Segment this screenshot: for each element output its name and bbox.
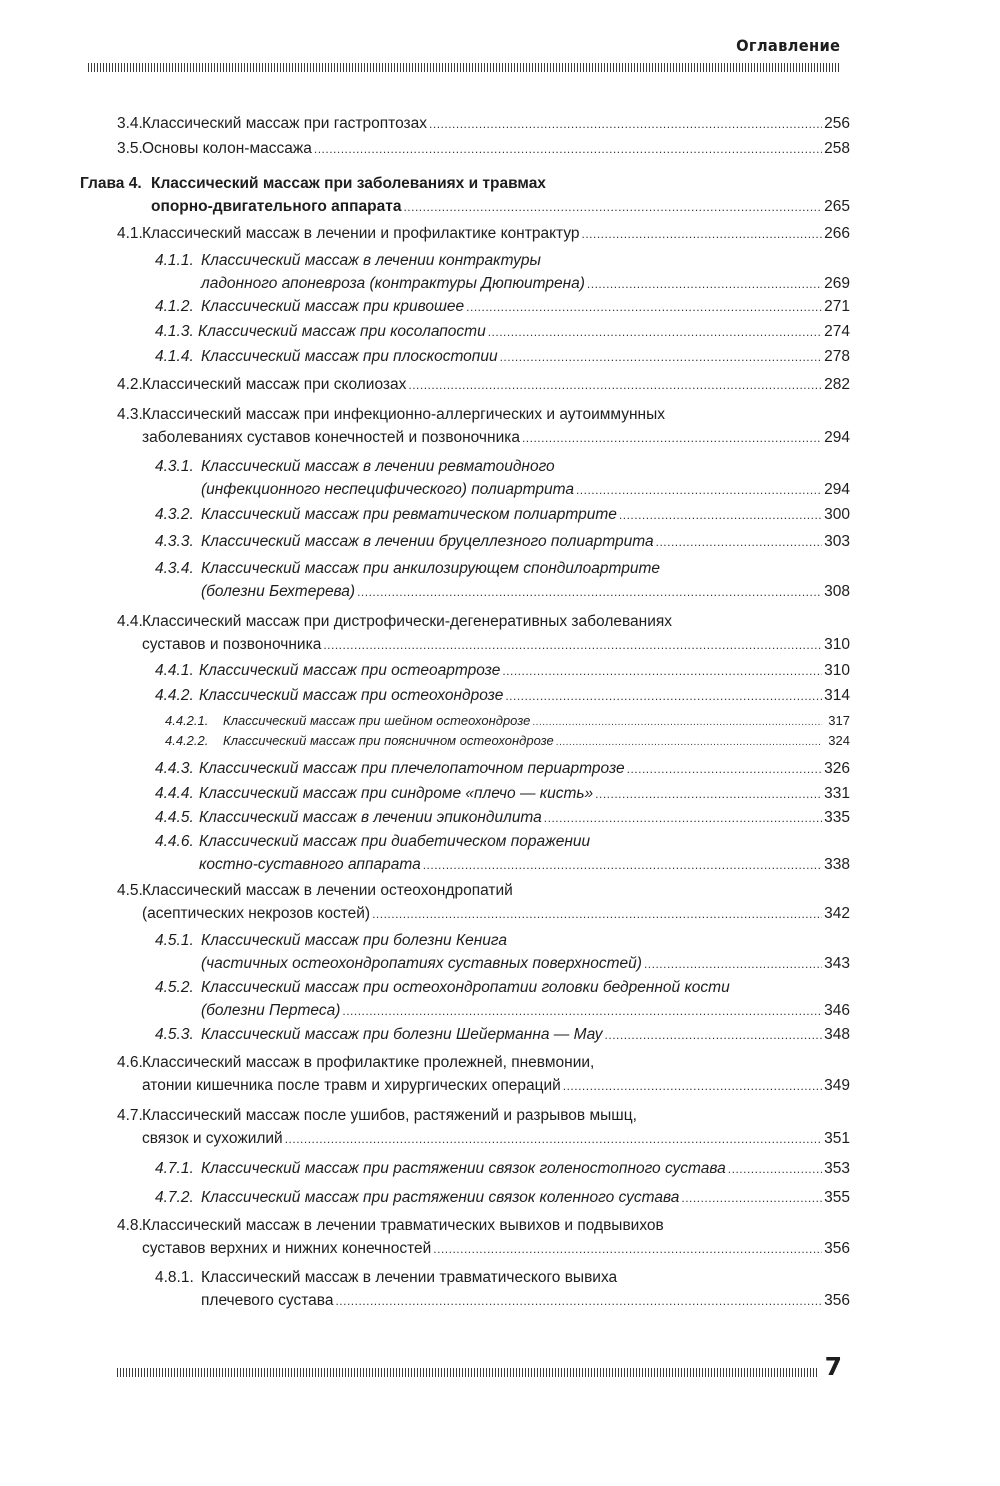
- toc-entry[interactable]: [155, 1157, 850, 1181]
- toc-entry[interactable]: [165, 712, 850, 731]
- toc-entry-page: 314: [824, 687, 850, 704]
- toc-entry-title: (асептических некрозов костей): [142, 905, 371, 922]
- toc-entry-page: 303: [824, 533, 850, 550]
- toc-entry-page: 348: [824, 1026, 850, 1043]
- toc-entry-title: Классический массаж при плоскостопии: [201, 348, 498, 365]
- dot-leader: [433, 1238, 822, 1261]
- dot-leader: [342, 1000, 822, 1023]
- dot-leader: [505, 685, 822, 708]
- toc-entry[interactable]: [155, 503, 850, 527]
- toc-entry-number: 4.5.1.: [155, 932, 194, 949]
- toc-entry-number: 4.1.2.: [155, 298, 194, 315]
- toc-entry-title: костно-суставного аппарата: [199, 856, 421, 873]
- toc-entry-title: Классический массаж при болезни Шейерманна — Мау: [201, 1026, 603, 1043]
- dot-leader: [502, 660, 822, 683]
- running-header-title: Оглавление: [735, 36, 840, 55]
- toc-entry-number: 4.3.2.: [155, 506, 194, 523]
- toc-entry-title: Классический массаж при гастроптозах: [142, 115, 428, 132]
- toc-entry-page: 356: [824, 1292, 850, 1309]
- toc-entry-page: 308: [824, 583, 850, 600]
- dot-leader: [619, 504, 822, 527]
- toc-entry-title: Классический массаж при косолапости: [198, 323, 486, 340]
- toc-entry-title: (инфекционного неспецифического) полиартрита: [201, 481, 574, 498]
- toc-entry-number: 4.6.: [117, 1054, 143, 1071]
- toc-entry-page: 274: [824, 323, 850, 340]
- toc-entry-title: Классический массаж при ревматическом полиартрите: [201, 506, 617, 523]
- toc-entry-number: 3.5.: [117, 140, 143, 157]
- toc-entry-page: 346: [824, 1002, 850, 1019]
- toc-entry[interactable]: [155, 1266, 850, 1313]
- toc-entry[interactable]: [155, 249, 850, 296]
- page-number: 7: [824, 1352, 842, 1381]
- toc-entry[interactable]: [155, 929, 850, 976]
- toc-entry-title: (частичных остеохондропатиях суставных поверхностей): [201, 955, 642, 972]
- toc-entry[interactable]: [155, 684, 850, 708]
- toc-entry[interactable]: [117, 403, 850, 450]
- toc-entry[interactable]: [155, 455, 850, 502]
- toc-entry[interactable]: [165, 732, 850, 751]
- toc-entry-title: Классический массаж при болезни Кенига: [201, 932, 507, 949]
- toc-entry-page: 271: [824, 298, 850, 315]
- toc-entry-number: 4.3.: [117, 406, 143, 423]
- toc-entry-number: 4.3.1.: [155, 458, 194, 475]
- dot-leader: [408, 374, 822, 397]
- toc-entry-number: 4.7.: [117, 1107, 143, 1124]
- dot-leader: [285, 1128, 822, 1151]
- toc-entry-page: 266: [824, 225, 850, 242]
- toc-entry-number: 3.4.: [117, 115, 143, 132]
- toc-entry-title: Классический массаж при плечелопаточном периартрозе: [199, 760, 625, 777]
- toc-entry-title: (болезни Бехтерева): [201, 583, 356, 600]
- toc-entry-number: 4.4.: [117, 613, 143, 630]
- dot-leader: [532, 714, 822, 731]
- toc-entry-page: 356: [824, 1240, 850, 1257]
- toc-entry-page: 349: [824, 1077, 850, 1094]
- header-decorative-rule: [88, 63, 840, 72]
- toc-entry[interactable]: [117, 373, 850, 397]
- toc-entry-title: Классический массаж в профилактике пролежней, пневмонии,: [142, 1054, 595, 1071]
- dot-leader: [403, 196, 822, 219]
- dot-leader: [587, 273, 822, 296]
- toc-entry[interactable]: [155, 782, 850, 806]
- toc-entry-title: Основы колон-массажа: [142, 140, 312, 157]
- toc-entry-title: Классический массаж в лечении и профилактике контрактур: [142, 225, 580, 242]
- dot-leader: [372, 903, 822, 926]
- toc-entry-title: опорно-двигательного аппарата: [151, 198, 402, 215]
- toc-entry[interactable]: [155, 530, 850, 554]
- toc-entry-title: Классический массаж при остеохондропатии головки бедренной кости: [201, 979, 730, 996]
- toc-entry-title: Классический массаж в лечении эпикондилита: [199, 809, 542, 826]
- toc-entry-title: связок и сухожилий: [142, 1130, 283, 1147]
- toc-entry-title: ладонного апоневроза (контрактуры Дюпюитрена): [201, 275, 585, 292]
- toc-entry-title: заболеваниях суставов конечностей и позвоночника: [142, 429, 520, 446]
- toc-entry-number: 4.1.: [117, 225, 143, 242]
- dot-leader: [314, 138, 822, 161]
- toc-entry[interactable]: [80, 172, 850, 219]
- toc-entry-title: Классический массаж при растяжении связок коленного сустава: [201, 1189, 680, 1206]
- toc-entry-title: Классический массаж при кривошее: [201, 298, 465, 315]
- toc-entry-title: Классический массаж в лечении ревматоидного: [201, 458, 555, 475]
- dot-leader: [605, 1024, 822, 1047]
- toc-entry-number: 4.2.: [117, 376, 143, 393]
- toc-entry[interactable]: [117, 1104, 850, 1151]
- toc-entry-title: Классический массаж в лечении остеохондропатий: [142, 882, 513, 899]
- toc-entry-title: Классический массаж в лечении бруцеллезного полиартрита: [201, 533, 654, 550]
- toc-entry[interactable]: [117, 222, 850, 246]
- toc-entry-title: Классический массаж в лечении контрактуры: [201, 252, 541, 269]
- dot-leader: [563, 1075, 822, 1098]
- toc-entry-number: 4.4.2.1.: [165, 713, 209, 728]
- toc-entry[interactable]: [117, 137, 850, 161]
- dot-leader: [357, 581, 822, 604]
- toc-entry-title: Классический массаж после ушибов, растяжений и разрывов мышц,: [142, 1107, 637, 1124]
- toc-entry[interactable]: [117, 1051, 850, 1098]
- toc-entry-page: 353: [824, 1160, 850, 1177]
- toc-entry-page: 269: [824, 275, 850, 292]
- dot-leader: [556, 734, 822, 751]
- toc-entry-number: 4.4.5.: [155, 809, 194, 826]
- footer-decorative-rule: [117, 1368, 817, 1377]
- toc-entry-number: 4.5.2.: [155, 979, 194, 996]
- toc-entry-number: 4.7.2.: [155, 1189, 194, 1206]
- dot-leader: [627, 758, 822, 781]
- toc-entry-page: 335: [824, 809, 850, 826]
- toc-entry[interactable]: [155, 320, 850, 344]
- toc-entry-title: Классический массаж при дистрофически-дегенеративных заболеваниях: [142, 613, 673, 630]
- toc-entry[interactable]: [117, 1214, 850, 1261]
- toc-entry-page: 317: [828, 713, 850, 728]
- toc-entry-number: 4.4.6.: [155, 833, 194, 850]
- toc-entry[interactable]: [155, 1186, 850, 1210]
- toc-entry-page: 294: [824, 429, 850, 446]
- toc-entry-number: 4.4.2.: [155, 687, 194, 704]
- toc-entry-title: атонии кишечника после травм и хирургических операций: [142, 1077, 561, 1094]
- dot-leader: [335, 1290, 822, 1313]
- toc-entry-page: 310: [824, 636, 850, 653]
- toc-entry-title: Классический массаж при остеохондрозе: [199, 687, 504, 704]
- toc-entry-title: Классический массаж в лечении травматического вывиха: [201, 1269, 618, 1286]
- toc-entry-number: 4.1.1.: [155, 252, 194, 269]
- toc-entry[interactable]: [155, 345, 850, 369]
- toc-entry[interactable]: [155, 806, 850, 830]
- dot-leader: [423, 854, 822, 877]
- dot-leader: [595, 783, 822, 806]
- toc-entry-number: 4.5.3.: [155, 1026, 194, 1043]
- toc-entry-number: 4.4.3.: [155, 760, 194, 777]
- toc-entry-page: 343: [824, 955, 850, 972]
- toc-entry-page: 326: [824, 760, 850, 777]
- dot-leader: [466, 296, 822, 319]
- toc-entry-page: 351: [824, 1130, 850, 1147]
- dot-leader: [500, 346, 822, 369]
- toc-entry-title: Классический массаж при инфекционно-аллергических и аутоиммунных: [142, 406, 665, 423]
- toc-entry-title: Классический массаж при поясничном остеохондрозе: [223, 733, 554, 748]
- dot-leader: [656, 531, 822, 554]
- toc-entry[interactable]: [155, 1023, 850, 1047]
- toc-entry-page: 282: [824, 376, 850, 393]
- toc-entry-number: 4.5.: [117, 882, 143, 899]
- dot-leader: [582, 223, 822, 246]
- toc-entry[interactable]: [155, 557, 850, 604]
- toc-entry-page: 355: [824, 1189, 850, 1206]
- toc-entry-title: Классический массаж при растяжении связок голеностопного сустава: [201, 1160, 726, 1177]
- toc-entry-page: 324: [828, 733, 850, 748]
- toc-entry-number: 4.7.1.: [155, 1160, 194, 1177]
- toc-entry-title: Классический массаж в лечении травматических вывихов и подвывихов: [142, 1217, 664, 1234]
- toc-entry-number: 4.3.4.: [155, 560, 194, 577]
- toc-entry-number: Глава 4.: [80, 175, 142, 192]
- toc-entry[interactable]: [155, 295, 850, 319]
- dot-leader: [681, 1187, 822, 1210]
- toc-entry[interactable]: [155, 757, 850, 781]
- toc-entry-title: Классический массаж при синдроме «плечо — кисть»: [199, 785, 594, 802]
- toc-entry-page: 256: [824, 115, 850, 132]
- toc-entry-page: 294: [824, 481, 850, 498]
- toc-entry[interactable]: [117, 610, 850, 657]
- toc-entry-page: 278: [824, 348, 850, 365]
- toc-entry[interactable]: [117, 879, 850, 926]
- toc-entry-title: суставов верхних и нижних конечностей: [142, 1240, 432, 1257]
- toc-entry[interactable]: [117, 112, 850, 136]
- toc-entry-page: 265: [824, 198, 850, 215]
- toc-entry-title: Классический массаж при заболеваниях и травмах: [151, 175, 546, 192]
- dot-leader: [544, 807, 822, 830]
- dot-leader: [429, 113, 822, 136]
- dot-leader: [323, 634, 822, 657]
- dot-leader: [576, 479, 822, 502]
- toc-entry-number: 4.1.4.: [155, 348, 194, 365]
- toc-entry-page: 331: [824, 785, 850, 802]
- toc-entry-title: Классический массаж при остеоартрозе: [199, 662, 501, 679]
- dot-leader: [644, 953, 822, 976]
- toc-entry-title: суставов и позвоночника: [142, 636, 322, 653]
- toc-entry-number: 4.1.3.: [155, 323, 194, 340]
- toc-entry[interactable]: [155, 976, 850, 1023]
- dot-leader: [728, 1158, 822, 1181]
- toc-entry-title: (болезни Пертеса): [201, 1002, 341, 1019]
- dot-leader: [522, 427, 822, 450]
- toc-entry[interactable]: [155, 830, 850, 877]
- toc-entry-title: Классический массаж при диабетическом поражении: [199, 833, 591, 850]
- toc-entry-page: 258: [824, 140, 850, 157]
- toc-entry-number: 4.4.4.: [155, 785, 194, 802]
- toc-entry-title: Классический массаж при шейном остеохондрозе: [223, 713, 531, 728]
- toc-entry-page: 310: [824, 662, 850, 679]
- dot-leader: [488, 321, 822, 344]
- toc-entry-title: плечевого сустава: [201, 1292, 334, 1309]
- toc-entry-number: 4.3.3.: [155, 533, 194, 550]
- toc-entry-number: 4.8.: [117, 1217, 143, 1234]
- toc-entry-title: Классический массаж при анкилозирующем спондилоартрите: [201, 560, 661, 577]
- toc-entry-page: 338: [824, 856, 850, 873]
- toc-entry[interactable]: [155, 659, 850, 683]
- toc-entry-page: 342: [824, 905, 850, 922]
- toc-entry-number: 4.4.1.: [155, 662, 194, 679]
- toc-entry-page: 300: [824, 506, 850, 523]
- toc-entry-number: 4.4.2.2.: [165, 733, 209, 748]
- toc-entry-title: Классический массаж при сколиозах: [142, 376, 407, 393]
- toc-entry-number: 4.8.1.: [155, 1269, 194, 1286]
